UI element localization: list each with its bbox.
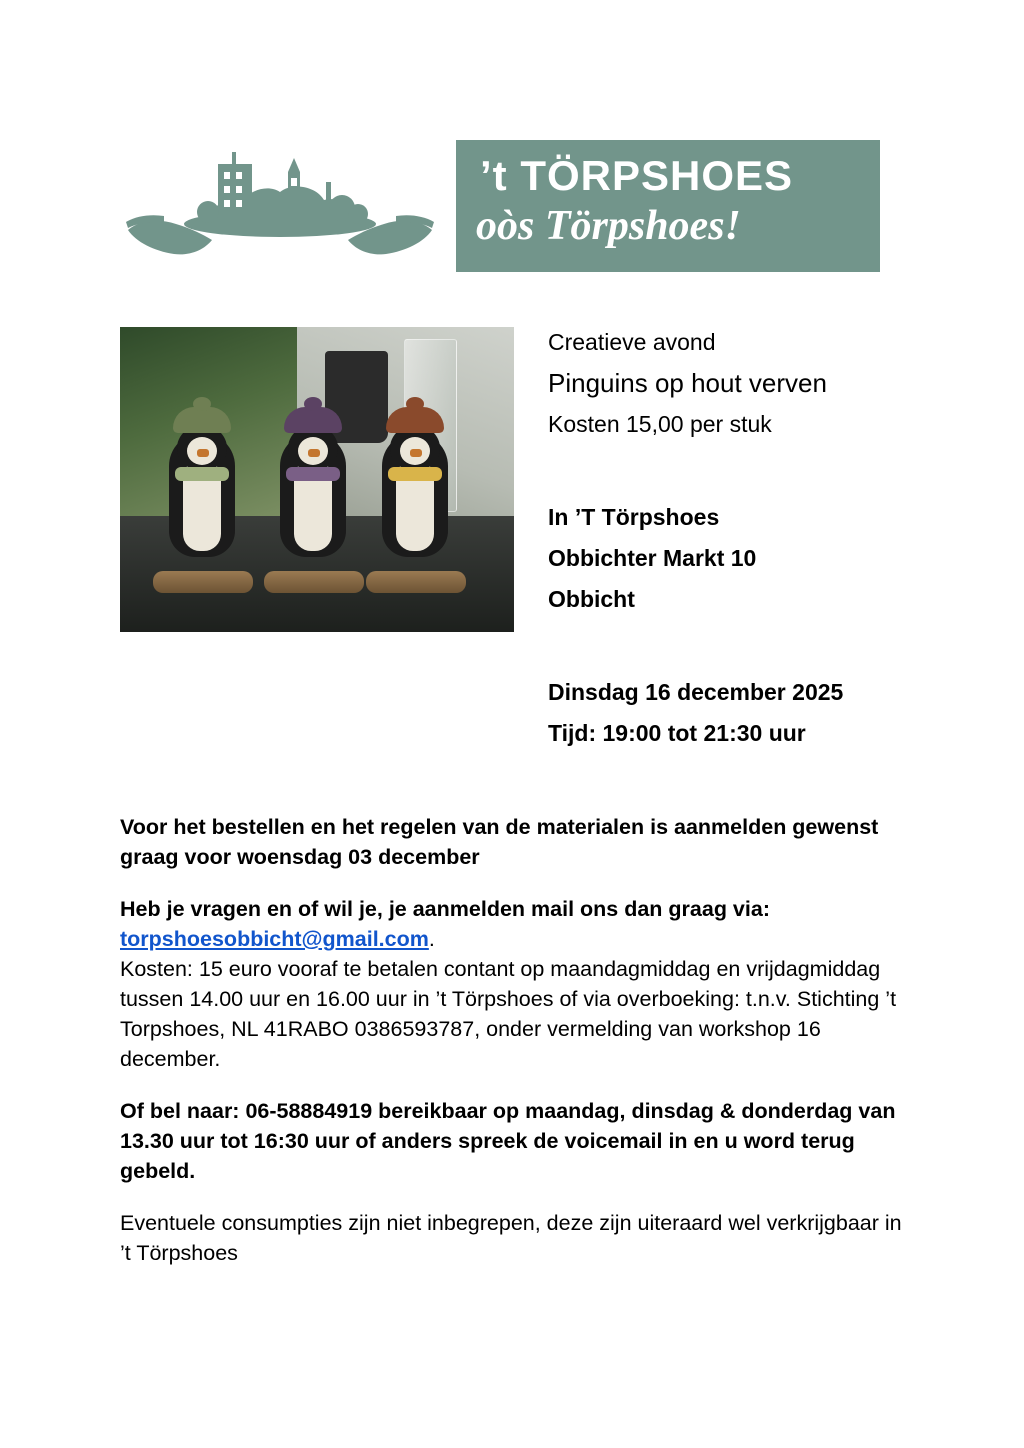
logo-band [456,140,880,272]
event-venue: In ’T Törpshoes [548,504,720,530]
penguins-photo [120,327,514,632]
event-kicker: Creatieve avond [548,329,716,355]
body-text [120,812,910,1290]
consumptions-note: Eventuele consumpties zijn niet inbegrepen, deze zijn uiteraard wel verkrijgbaar in ’t Törpshoes [120,1211,902,1265]
email-link[interactable]: torpshoesobbicht@gmail.com [120,927,429,951]
hands-village-logo-icon [120,138,440,278]
event-city: Obbicht [548,586,635,612]
phone-note: Of bel naar: 06-58884919 bereikbaar op maandag, dinsdag & donderdag van 13.30 uur tot 16:30 uur of anders spreek de voicemail in en u word terug gebeld. [120,1099,896,1183]
event-title: Pinguins op hout verven [548,368,827,398]
logo-subtitle: oòs Törpshoes! [476,203,741,249]
event-street: Obbichter Markt 10 [548,545,757,571]
painted-penguin [372,407,458,577]
event-time: Tijd: 19:00 tot 21:30 uur [548,720,806,746]
painted-penguin [159,407,245,577]
event-date: Dinsdag 16 december 2025 [548,679,844,705]
header [120,128,880,288]
payment-note: Kosten: 15 euro vooraf te betalen contant op maandagmiddag en vrijdagmiddag tussen 14.00 uur en 16.00 uur in ’t Törpshoes of via overboeking: t.n.v. Stichting ’t Torpshoes, NL 41RABO 0386593787, onder vermelding van workshop 16 december. [120,957,897,1071]
signup-note: Voor het bestellen en het regelen van de materialen is aanmelden gewenst graag voor woensdag 03 december [120,815,879,869]
email-period: . [428,927,435,951]
painted-penguin [270,407,356,577]
email-line [120,924,910,954]
logo-title: ’t TÖRPSHOES [480,152,794,199]
event-price: Kosten 15,00 per stuk [548,411,772,437]
questions-note: Heb je vragen en of wil je, je aanmelden mail ons dan graag via: [120,897,770,921]
event-details [548,322,948,754]
